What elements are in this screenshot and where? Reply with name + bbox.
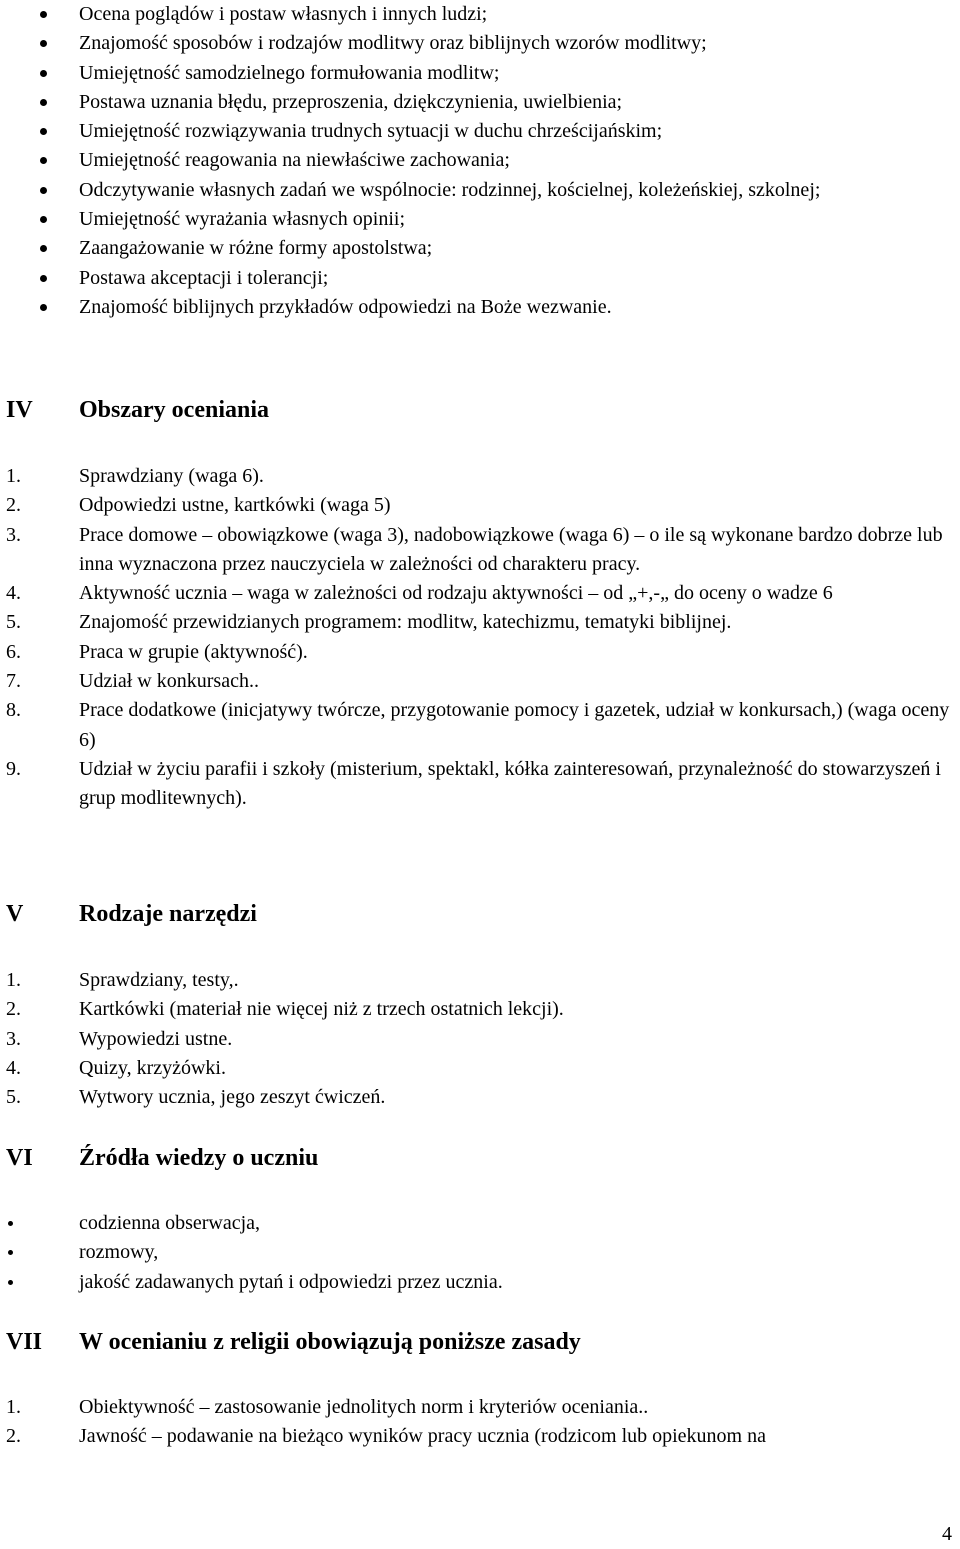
list-item: Umiejętność reagowania na niewłaściwe zachowania; [0,146,960,175]
section-number: V [6,901,24,927]
list-item: 2. Odpowiedzi ustne, kartkówki (waga 5) [6,494,391,517]
section-number: VII [6,1329,43,1355]
list-item: Odczytywanie własnych zadań we wspólnocie: rodzinnej, kościelnej, koleżeńskiej, szkolnej; [0,176,960,205]
numbered-list-tools [0,966,960,1112]
list-item: 7. Udział w konkursach.. [6,670,259,693]
list-item: Umiejętność rozwiązywania trudnych sytuacji w duchu chrześcijańskim; [0,117,960,146]
list-item: 3. Wypowiedzi ustne. [6,1027,233,1050]
bullet-icon [40,157,47,164]
section-number: IV [6,397,33,423]
bullet-icon [40,216,47,223]
bullet-icon [40,70,47,77]
list-item: Umiejętność samodzielnego formułowania modlitw; [0,59,960,88]
bullet-icon [40,128,47,135]
list-item: rozmowy, [0,1238,960,1267]
list-item: 6. Praca w grupie (aktywność). [6,640,308,663]
list-item: 9. Udział w życiu parafii i szkoły (misterium, spektakl, kółka zainteresowań, przynależność do stowarzyszeń i grup modlitewnych). [6,757,941,810]
section-title: Źródła wiedzy o uczniu [79,1145,319,1171]
list-item: Umiejętność wyrażania własnych opinii; [0,205,960,234]
list-item: 2. Kartkówki (materiał nie więcej niż z trzech ostatnich lekcji). [6,998,564,1021]
list-item: Ocena poglądów i postaw własnych i innych ludzi; [0,0,960,29]
page-number: 4 [942,1523,952,1545]
numbered-list-principles [0,1393,960,1452]
bullet-icon [40,11,47,18]
bullet-icon [8,1280,13,1285]
list-item: Zaangażowanie w różne formy apostolstwa; [0,234,960,263]
bullet-list-knowledge-sources [0,1209,960,1297]
list-item: 1. Obiektywność – zastosowanie jednolitych norm i kryteriów oceniania.. [6,1396,649,1418]
bullet-icon [40,99,47,106]
bullet-icon [40,187,47,194]
list-item: Postawa akceptacji i tolerancji; [0,264,960,293]
section-title: W ocenianiu z religii obowiązują poniższe zasady [79,1329,581,1355]
bullet-icon [40,275,47,282]
bullet-list-competences [0,0,960,322]
list-item: Postawa uznania błędu, przeproszenia, dziękczynienia, uwielbienia; [0,88,960,117]
list-item: 1. Sprawdziany, testy,. [6,969,239,991]
list-item: 2. Jawność – podawanie na bieżąco wyników pracy ucznia (rodzicom lub opiekunom na [6,1425,766,1448]
list-item: 3. Prace domowe – obowiązkowe (waga 3), nadobowiązkowe (waga 6) – o ile są wykonane bardzo dobrze lub inna wyznaczona przez nauczyciela w zależności od charakteru pracy. [6,523,943,575]
bullet-icon [8,1221,13,1226]
bullet-icon [8,1250,13,1255]
list-item: 4. Quizy, krzyżówki. [6,1056,226,1079]
section-number: VI [6,1145,33,1171]
list-item: 5. Wytwory ucznia, jego zeszyt ćwiczeń. [6,1086,386,1109]
bullet-icon [40,40,47,47]
bullet-icon [40,304,47,311]
list-item: 5. Znajomość przewidzianych programem: modlitw, katechizmu, tematyki biblijnej. [6,611,732,634]
section-heading-vi [0,1144,960,1176]
list-item: Znajomość sposobów i rodzajów modlitwy oraz biblijnych wzorów modlitwy; [0,29,960,58]
list-item: Znajomość biblijnych przykładów odpowiedzi na Boże wezwanie. [0,293,960,322]
list-item: 4. Aktywność ucznia – waga w zależności od rodzaju aktywności – od „+,-„ do oceny o wadze 6 [6,582,833,605]
list-item: 1. Sprawdziany (waga 6). [6,465,264,487]
section-heading-vii [0,1328,960,1360]
section-heading-iv [0,396,960,428]
list-item: 8. Prace dodatkowe (inicjatywy twórcze, przygotowanie pomocy i gazetek, udział w konkursach,) (waga oceny 6) [6,699,950,751]
numbered-list-assessment-areas [0,462,960,814]
section-title: Rodzaje narzędzi [79,901,257,927]
section-title: Obszary oceniania [79,397,269,423]
bullet-icon [40,245,47,252]
list-item: codzienna obserwacja, [0,1209,960,1238]
list-item: jakość zadawanych pytań i odpowiedzi przez ucznia. [0,1268,960,1297]
section-heading-v [0,900,960,932]
